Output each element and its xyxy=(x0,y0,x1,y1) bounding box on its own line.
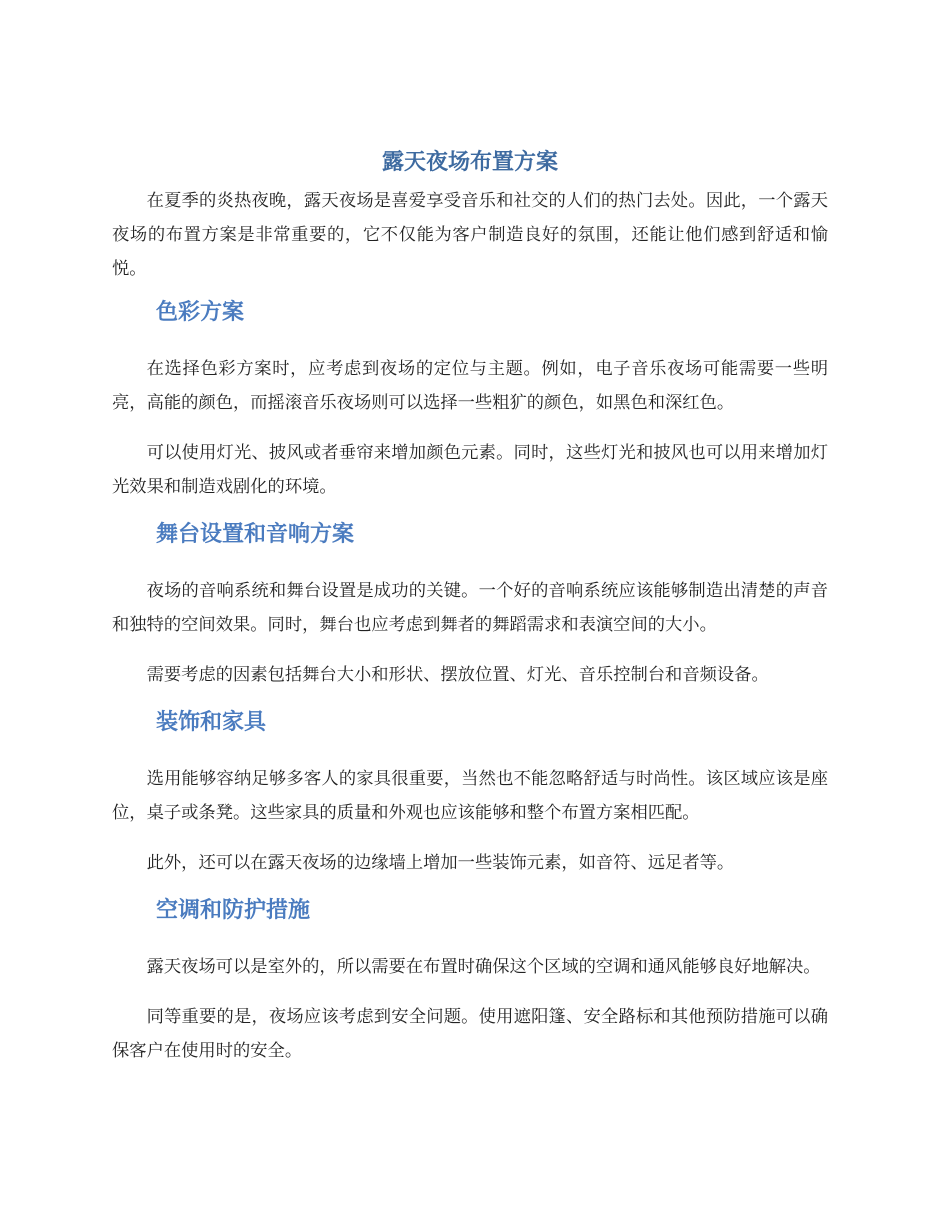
section-paragraph: 同等重要的是，夜场应该考虑到安全问题。使用遮阳篷、安全路标和其他预防措施可以确保客户在使用时的安全。 xyxy=(112,1007,828,1061)
document-page xyxy=(112,146,828,1068)
section-paragraph: 在选择色彩方案时，应考虑到夜场的定位与主题。例如，电子音乐夜场可能需要一些明亮，高能的颜色，而摇滚音乐夜场则可以选择一些粗犷的颜色，如黑色和深红色。 xyxy=(112,359,828,413)
section-heading-color-scheme: 色彩方案 xyxy=(156,300,245,325)
section-paragraph: 需要考虑的因素包括舞台大小和形状、摆放位置、灯光、音乐控制台和音频设备。 xyxy=(146,665,769,685)
section-paragraph: 可以使用灯光、披风或者垂帘来增加颜色元素。同时，这些灯光和披风也可以用来增加灯光效果和制造戏剧化的环境。 xyxy=(112,443,828,497)
section-paragraph: 选用能够容纳足够多客人的家具很重要，当然也不能忽略舒适与时尚性。该区域应该是座位，桌子或条凳。这些家具的质量和外观也应该能够和整个布置方案相匹配。 xyxy=(112,769,828,823)
intro-paragraph: 在夏季的炎热夜晚，露天夜场是喜爱享受音乐和社交的人们的热门去处。因此，一个露天夜场的布置方案是非常重要的，它不仅能为客户制造良好的氛围，还能让他们感到舒适和愉悦。 xyxy=(112,191,828,279)
section-paragraph: 夜场的音响系统和舞台设置是成功的关键。一个好的音响系统应该能够制造出清楚的声音和独特的空间效果。同时，舞台也应考虑到舞者的舞蹈需求和表演空间的大小。 xyxy=(112,581,828,635)
section-heading-ventilation-safety: 空调和防护措施 xyxy=(156,898,311,923)
section-paragraph: 此外，还可以在露天夜场的边缘墙上增加一些装饰元素，如音符、远足者等。 xyxy=(146,853,735,873)
section-paragraph: 露天夜场可以是室外的，所以需要在布置时确保这个区域的空调和通风能够良好地解决。 xyxy=(146,957,821,977)
document-title: 露天夜场布置方案 xyxy=(381,150,558,175)
section-heading-decor-furniture: 装饰和家具 xyxy=(156,710,267,735)
section-heading-stage-audio: 舞台设置和音响方案 xyxy=(156,522,355,547)
